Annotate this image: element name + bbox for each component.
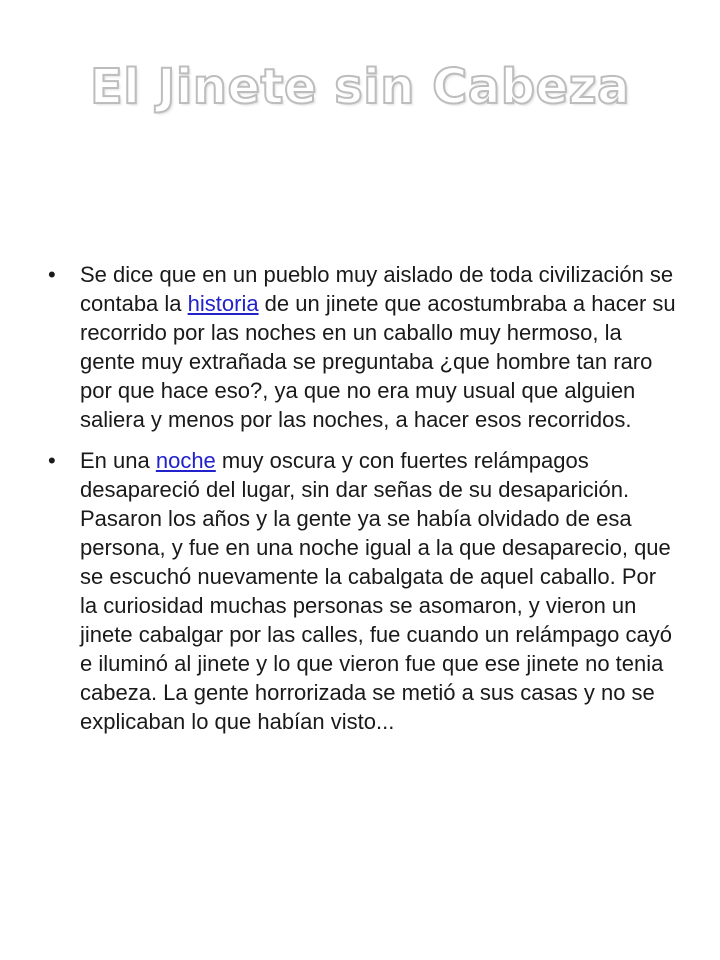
- slide-title: El Jinete sin Cabeza: [90, 59, 630, 115]
- bullet-list: [48, 260, 676, 748]
- historia-link[interactable]: historia: [187, 291, 259, 316]
- bullet-icon: •: [48, 448, 56, 473]
- noche-link[interactable]: noche: [155, 448, 216, 473]
- paragraph-1-text-before: Se dice que en un pueblo muy aislado de toda civilización se contaba la: [80, 262, 674, 316]
- paragraph-2-text-before: En una: [80, 448, 156, 473]
- paragraph-1-text-after: de un jinete que acostumbraba a hacer su recorrido por las noches en un caballo muy hermoso, la gente muy extrañada se preguntaba ¿que hombre tan raro por que hace eso?, ya que no era muy usual que alguien saliera y menos por las noches, a hacer esos recorridos.: [80, 291, 676, 432]
- bullet-item-1: [48, 260, 676, 434]
- bullet-icon: •: [48, 262, 56, 287]
- bullet-item-2: [48, 446, 676, 736]
- paragraph-2-text-after: muy oscura y con fuertes relámpagos desapareció del lugar, sin dar señas de su desaparición. Pasaron los años y la gente ya se había olvidado de esa persona, y fue en una noche igual a la que desaparecio, que se escuchó nuevamente la cabalgata de aquel caballo. Por la curiosidad muchas personas se asomaron, y vieron un jinete cabalgar por las calles, fue cuando un relámpago cayó e iluminó al jinete y lo que vieron fue que ese jinete no tenia cabeza. La gente horrorizada se metió a sus casas y no se explicaban lo que habían visto...: [80, 448, 672, 734]
